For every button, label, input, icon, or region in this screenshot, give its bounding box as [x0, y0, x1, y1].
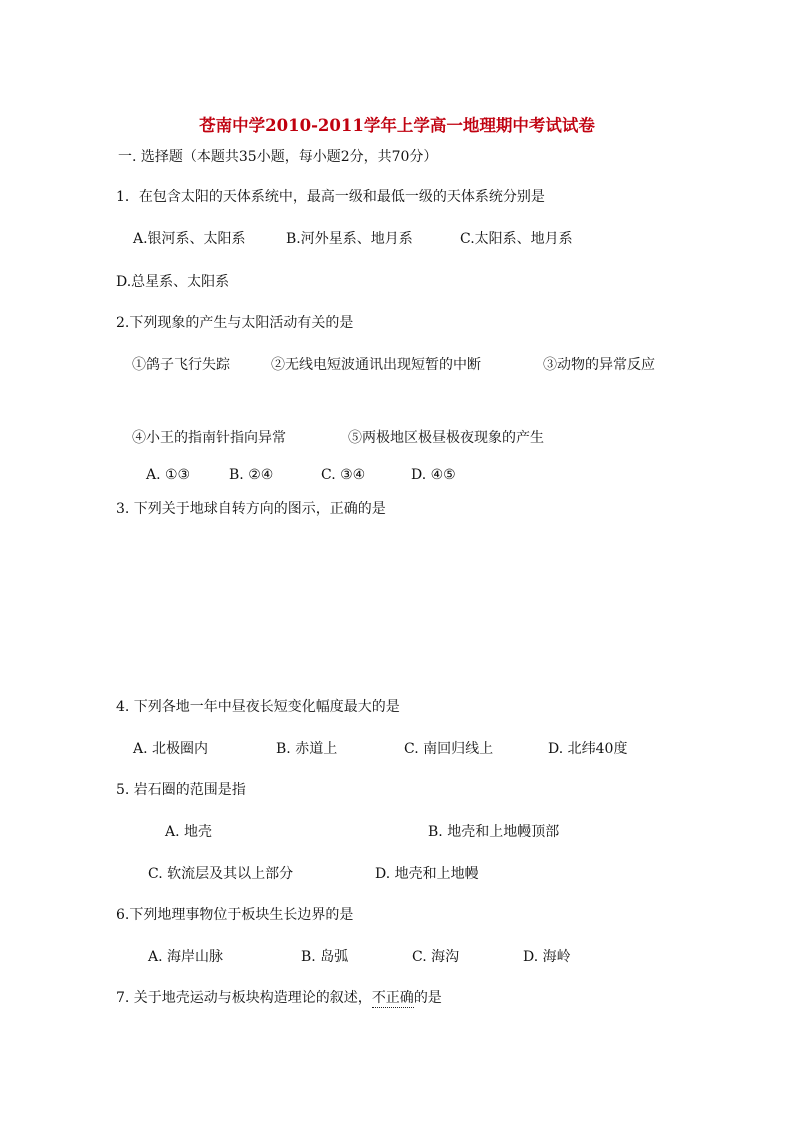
question-5-option-b: B. 地壳和上地幔顶部 [428, 824, 560, 840]
question-6-option-d: D. 海岭 [523, 949, 571, 965]
question-6-option-c: C. 海沟 [412, 949, 460, 965]
question-2-item-1: ①鸽子飞行失踪 [132, 357, 230, 373]
question-7-stem [116, 989, 442, 1007]
question-1-option-b: B.河外星系、地月系 [286, 231, 413, 247]
question-5-option-c: C. 软流层及其以上部分 [148, 866, 294, 882]
question-7-stem-suffix: 的是 [413, 990, 442, 1006]
question-6-stem: 6.下列地理事物位于板块生长边界的是 [116, 907, 354, 923]
question-7-stem-prefix: 7. 关于地壳运动与板块构造理论的叙述， [116, 990, 372, 1006]
question-2-stem: 2.下列现象的产生与太阳活动有关的是 [116, 315, 354, 331]
question-4-option-b: B. 赤道上 [276, 741, 338, 757]
question-2-option-d: D. ④⑤ [411, 467, 456, 483]
question-5-stem: 5. 岩石圈的范围是指 [116, 782, 246, 798]
question-4-option-a: A. 北极圈内 [133, 741, 209, 757]
question-4-option-d: D. 北纬40度 [548, 741, 628, 757]
question-2-option-b: B. ②④ [229, 467, 274, 483]
question-2-item-5: ⑤两极地区极昼极夜现象的产生 [348, 430, 544, 446]
question-4-option-c: C. 南回归线上 [404, 741, 494, 757]
question-5-option-a: A. 地壳 [165, 824, 213, 840]
question-2-item-3: ③动物的异常反应 [543, 357, 655, 373]
question-6-option-b: B. 岛弧 [301, 949, 349, 965]
question-1-option-a: A.银河系、太阳系 [133, 231, 246, 247]
question-2-option-a: A. ①③ [146, 467, 191, 483]
question-3-stem: 3. 下列关于地球自转方向的图示，正确的是 [116, 501, 386, 517]
question-1-stem: 1．在包含太阳的天体系统中，最高一级和最低一级的天体系统分别是 [116, 189, 545, 205]
question-7-stem-emphasis: 不正确 [371, 990, 414, 1006]
question-2-item-4: ④小王的指南针指向异常 [132, 430, 286, 446]
question-2-item-2: ②无线电短波通讯出现短暂的中断 [271, 357, 481, 373]
question-1-option-d: D.总星系、太阳系 [116, 274, 230, 290]
section-heading: 一. 选择题（本题共35小题，每小题2分，共70分） [118, 149, 438, 165]
question-4-stem: 4. 下列各地一年中昼夜长短变化幅度最大的是 [116, 699, 400, 715]
question-1-option-c: C.太阳系、地月系 [460, 231, 573, 247]
question-5-option-d: D. 地壳和上地幔 [375, 866, 479, 882]
page-title: 苍南中学2010-2011学年上学高一地理期中考试试卷 [199, 116, 595, 135]
question-2-option-c: C. ③④ [321, 467, 366, 483]
question-6-option-a: A. 海岸山脉 [148, 949, 224, 965]
